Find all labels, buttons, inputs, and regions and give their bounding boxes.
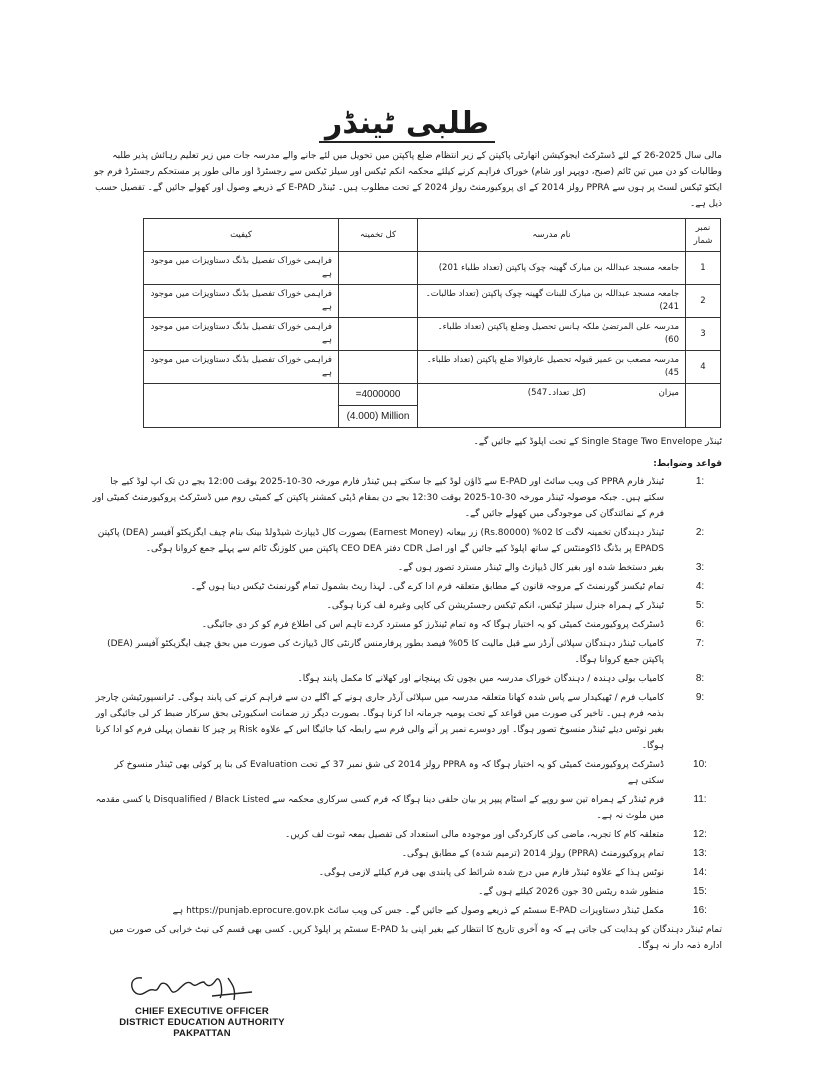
row-amount (339, 318, 418, 351)
header-name: نام مدرسہ (418, 219, 686, 252)
rule-text: مکمل ٹینڈر دستاویزات E-PAD سسٹم کے ذریعے وصول کیے جائیں گے۔ جس کی ویب سائٹ https://punjab.eprocure.gov.pk ہے (172, 906, 664, 916)
table-total-row (144, 384, 721, 428)
row-serial: 2 (686, 285, 721, 318)
rule-number: :3 (695, 562, 705, 573)
rule-text: متعلقہ کام کا تجربہ، ماضی کی کارکردگی اور موجودہ مالی استعداد کی تفصیل بمعہ ثبوت لف کریں۔ (284, 830, 664, 840)
envelope-note: ٹینڈر Single Stage Two Envelope کے تحت اپلوڈ کیے جائیں گے۔ (473, 437, 722, 447)
total-cell (418, 384, 686, 428)
rule-item (92, 598, 722, 614)
rule-number: :15 (693, 886, 707, 897)
rule-text: کامیاب فرم / ٹھیکیدار سے پاس شدہ کھانا متعلقہ مدرسہ میں سپلائی آرڈر جاری ہونے کے اگلے دن سے فراہم کرنے کی پابند ہوگی۔ ٹرانسپورٹیشن چارجز بذمہ فرم ہیں۔ تاخیر کی صورت میں قواعد کے تحت یومیہ جرمانہ ادا کرنا ہوگا۔ بصورت دیگر زر ضمانت اسکیورٹی بحق سرکار ضبط کر لی جائیگی اور بغیر نوٹس دیئے ٹینڈر منسوخ تصور ہوگا۔ اور دوسرے نمبر پر آنے والی فرم سے رابطہ کیا جائیگا اس کے علاوہ Risk پر چیز کا نقصان پہلی فرم کو ادا کرنا ہوگا۔ (95, 693, 664, 751)
row-serial: 4 (686, 351, 721, 384)
page-title: طلبی ٹینڈر (92, 104, 722, 144)
rules-list (92, 474, 722, 919)
final-note: تمام ٹینڈر دہندگان کو ہدایت کی جاتی ہے کہ وہ آخری تاریخ کا انتظار کیے بغیر اپنی بڈ E-PAD سسٹم پر اپلوڈ کریں۔ کسی بھی قسم کی نیٹ خرابی کی صورت میں ادارہ ذمہ دار نہ ہوگا۔ (109, 925, 722, 951)
rule-text: تمام پروکیورمنٹ (PPRA) رولز 2014 (ترمیم شدہ) کے مطابق ہوگی۔ (401, 849, 664, 859)
rule-number: :9 (695, 692, 705, 703)
rule-item (92, 525, 722, 557)
row-remarks: فراہمی خوراک تفصیل بڈنگ دستاویزات میں موجود ہے (144, 351, 339, 384)
rule-item (92, 617, 722, 633)
rule-item (92, 903, 722, 919)
signature-title: CHIEF EXECUTIVE OFFICER (135, 1006, 269, 1017)
rule-item (92, 690, 722, 754)
row-amount (339, 285, 418, 318)
rule-text: فرم ٹینڈر کے ہمراہ تین سو روپے کے اسٹام پیپر پر بیان حلفی دینا ہوگا کہ فرم کسی سرکاری محکمہ سے Disqualified / Black Listed یا کسی مقدمہ میں ملوث نہ ہے۔ (95, 795, 664, 821)
row-name: مدرسہ علی المرتضیٰ ملکہ ہانس تحصیل وضلع پاکپتن (تعداد طلباء۔60) (418, 318, 686, 351)
total-amount: =4000000 (339, 384, 417, 406)
rule-item (92, 792, 722, 824)
table-header-row (144, 219, 721, 252)
row-remarks: فراہمی خوراک تفصیل بڈنگ دستاویزات میں موجود ہے (144, 285, 339, 318)
rule-item (92, 865, 722, 881)
row-remarks: فراہمی خوراک تفصیل بڈنگ دستاویزات میں موجود ہے (144, 252, 339, 285)
table-row (144, 351, 721, 384)
rule-item (92, 671, 722, 687)
signature-org: DISTRICT EDUCATION AUTHORITY (119, 1017, 285, 1028)
rule-text: کامیاب ٹینڈر دہندگان سپلائی آرڈر سے قبل مالیت کا 05% فیصد بطور پرفارمنس گارنٹی کال ڈیپازٹ کی صورت میں بحق چیف ایگزیکٹو آفیسر (DEA) پاکپتن جمع کروانا ہوگا۔ (107, 639, 664, 665)
rule-number: :1 (695, 476, 705, 487)
rule-text: ڈسٹرکٹ پروکیورمنٹ کمیٹی کو یہ اختیار ہوگا کہ وہ PPRA رولز 2014 کی شق نمبر 37 کے تحت Evaluation کی بنا پر کوئی بھی ٹینڈر منسوخ کر سکتی ہے (114, 760, 664, 786)
header-amount: کل تخمینہ (339, 219, 418, 252)
rule-item (92, 636, 722, 668)
rule-item (92, 560, 722, 576)
rule-number: :13 (693, 848, 707, 859)
row-serial: 1 (686, 252, 721, 285)
rule-number: :12 (693, 829, 707, 840)
rule-text: نوٹس ہذا کے علاوہ ٹینڈر فارم میں درج شدہ شرائط کی پابندی بھی فرم کیلئے لازمی ہوگی۔ (318, 868, 664, 878)
madrasa-table (143, 218, 721, 428)
rule-item (92, 846, 722, 862)
rule-number: :2 (695, 527, 705, 538)
rule-number: :5 (695, 600, 705, 611)
intro-paragraph: مالی سال 2025-26 کے لئے ڈسٹرکٹ ایجوکیشن اتھارٹی پاکپتن کے زیر انتظام ضلع پاکپتن میں تحویل میں لئے جانے والے مدرسہ جات میں زیر تعلیم رہائش پذیر طلبہ وطالبات کو دن میں تین ٹائم (صبح، دوپہر اور شام) خوراک فراہم کرنے کیلئے محکمہ انکم ٹیکس اور سیلز ٹیکس سے رجسٹرڈ اور مالی طور پر مستحکم رجسٹرڈ فرم جو ایکٹو ٹیکس لسٹ پر ہوں سے PPRA رولز 2014 کے ای پروکیورمنٹ رولز 2024 کے تحت مطلوب ہیں۔ ٹینڈر E-PAD کے ذریعے وصول اور کھولے جائیں گے۔ تفصیل حسب ذیل ہے۔ (94, 151, 722, 209)
total-count: (کل تعداد۔547) (527, 388, 586, 398)
row-amount (339, 351, 418, 384)
row-name: مدرسہ مصعب بن عمیر قبولہ تحصیل عارفوالا ضلع پاکپتن (تعداد طلباء۔45) (418, 351, 686, 384)
rule-item (92, 827, 722, 843)
header-remarks: کیفیت (144, 219, 339, 252)
rule-number: :8 (695, 673, 705, 684)
rule-number: :14 (693, 867, 707, 878)
rule-text: ڈسٹرکٹ پروکیورمنٹ کمیٹی کو یہ اختیار ہوگا کہ وہ تمام ٹینڈرز کو مسترد کردے تاہم اس کی اطلاع فرم کو کر دی جائیگی۔ (201, 620, 664, 630)
total-label: میزان (658, 388, 679, 398)
rule-text: ٹینڈر دہندگان تخمینہ لاگت کا 02% (Rs.80000) زر بیعانہ (Earnest Money) بصورت کال ڈیپازٹ شیڈولڈ بینک بنام چیف ایگزیکٹو آفیسر (DEA) پاکپتن EPADS پر بڈنگ ڈاکومنٹس کے ساتھ اپلوڈ کیے جائیں گے اور اصل CDR دفتر CEO DEA پاکپتن میں کلوزنگ ٹائم سے پہلے جمع کروانا ہوگی۔ (97, 528, 664, 554)
rule-item (92, 884, 722, 900)
rule-text: کامیاب بولی دہندہ / دہندگان خوراک مدرسہ میں بچوں تک پہنچانے اور کھلانے کا مکمل پابند ہوگا۔ (297, 674, 664, 684)
rules-heading: قواعد وضوابط: (653, 459, 722, 469)
rule-item (92, 757, 722, 789)
rule-number: :7 (695, 638, 705, 649)
total-amount-cell (339, 384, 418, 428)
row-serial: 3 (686, 318, 721, 351)
row-name: جامعہ مسجد عبداللہ بن مبارک گھینہ چوک پاکپتن (تعداد طلباء 201) (418, 252, 686, 285)
table-row (144, 318, 721, 351)
table-row (144, 252, 721, 285)
header-serial: نمبر شمار (686, 219, 721, 252)
rule-number: :16 (693, 905, 707, 916)
signature-block (112, 970, 292, 1039)
rule-text: تمام ٹیکسز گورنمنٹ کے مروجہ قانون کے مطابق متعلقہ فرم ادا کرے گی۔ لہذا ریٹ بشمول تمام گورنمنٹ ٹیکس دینا ہوں گے۔ (190, 582, 664, 592)
rule-number: :4 (695, 581, 705, 592)
signature-location: PAKPATTAN (173, 1028, 231, 1039)
rule-number: :10 (693, 759, 707, 770)
rule-text: منظور شدہ ریٹس 30 جون 2026 کیلئے ہوں گے۔ (478, 887, 664, 897)
rule-text: ٹینڈر فارم PPRA کی ویب سائٹ اور E-PAD سے ڈاؤن لوڈ کیے جا سکتے ہیں ٹینڈر فارم مورخہ 30-10-2025 بوقت 12:00 بجے دن تک اپ لوڈ کیے جا سکتے ہیں۔ جبکہ موصولہ ٹینڈر مورخہ 30-10-2025 بوقت 12:30 بجے دن بمقام ڈپٹی کمشنر پاکپتن کے کمیٹی روم میں ڈسٹرکٹ پروکیورمنٹ کمیٹی اور فرم کے نمائندگان کی موجودگی میں کھولے جائیں گے۔ (92, 477, 664, 519)
signature-icon (124, 970, 264, 1006)
row-name: جامعہ مسجد عبداللہ بن مبارک للبنات گھینہ چوک پاکپتن (تعداد طالبات۔ 241) (418, 285, 686, 318)
row-remarks: فراہمی خوراک تفصیل بڈنگ دستاویزات میں موجود ہے (144, 318, 339, 351)
rule-text: ٹینڈر کے ہمراہ جنرل سیلز ٹیکس، انکم ٹیکس رجسٹریشن کی کاپی وغیرہ لف کرنا ہوگی۔ (326, 601, 664, 611)
rule-item (92, 474, 722, 522)
rule-text: بغیر دستخط شدہ اور بغیر کال ڈیپازٹ والے ٹینڈر مسترد تصور ہوں گے۔ (397, 563, 664, 573)
rule-number: :6 (695, 619, 705, 630)
row-amount (339, 252, 418, 285)
rule-number: :11 (693, 794, 707, 805)
rule-item (92, 579, 722, 595)
table-row (144, 285, 721, 318)
total-million: (4.000) Million (346, 411, 410, 422)
